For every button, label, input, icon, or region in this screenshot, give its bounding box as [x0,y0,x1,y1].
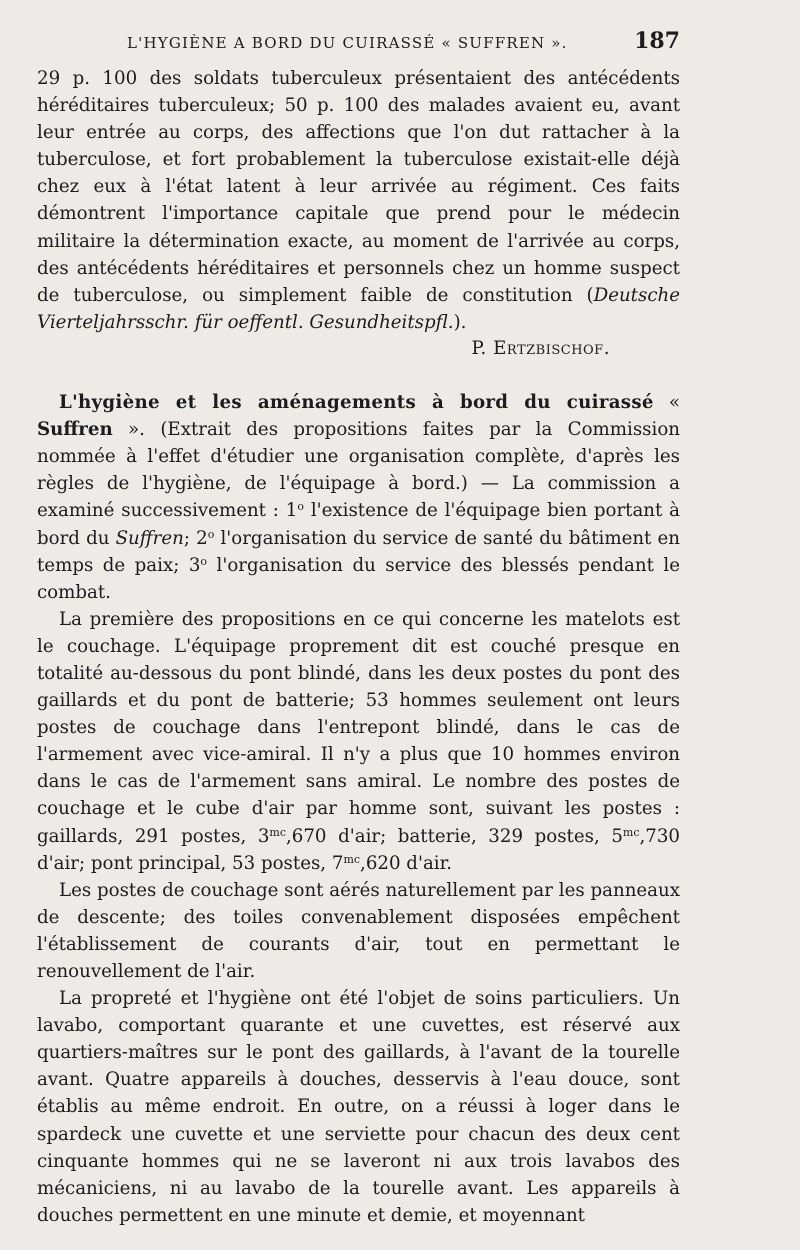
ordinal-1: o [297,500,304,514]
article-paragraph [37,389,680,606]
article-part2: l'existence de l'équipage bien portant à bord du [37,500,681,549]
article-title: L'hygiène et les aménagements à bord du cuirassé [59,392,654,414]
intro-paragraph [37,65,680,336]
intro-closing: ). [453,311,467,333]
author-signature: P. Ertzbischof. [471,337,610,359]
article-part4: l'organisation du service de santé du bâtiment en temps de paix; 3 [37,527,680,576]
unit-mc-2: mc [622,825,640,839]
ordinal-3: o [200,554,208,568]
running-title: L'HYGIÈNE A BORD DU CUIRASSÉ « SUFFREN ». [127,34,568,52]
aeration-paragraph: Les postes de couchage sont aérés naturellement par les panneaux de descente; des toiles convenablement disposées empêchent l'établissement de courants d'air, tout en permettant le renouvellement de l'air. [37,879,680,982]
source-citation: Deutsche Vierteljahrsschr. für oeffentl. Gesundheitspfl. [37,284,680,333]
unit-mc-3: mc [343,852,361,866]
intro-text: 29 p. 100 des soldats tuberculeux présentaient des antécédents héréditaires tuberculeux; 50 p. 100 des malades avaient eu, avant leur entrée au corps, des affections que l'on dut rattacher à la tuberculose, et fort probablement la tuberculose existait-elle déjà chez eux à l'état latent à leur arrivée au régiment. Ces faits démontrent l'importance capitale que prend pour le médecin militaire la détermination exacte, au moment de l'arrivée au corps, des antécédents héréditaires et personnels chez un homme suspect de tuberculose, ou simplement faible de constitution ( [37,68,680,306]
couchage-text-2: ,670 d'air; batterie, 329 postes, 5 [286,825,623,847]
article-part5: l'organisation du service des blessés pendant le combat. [37,554,680,603]
page-number: 187 [634,28,680,54]
proprete-paragraph: La propreté et l'hygiène ont été l'objet de soins particuliers. Un lavabo, comportant quarante et une cuvettes, est réservé aux quartiers-maîtres sur le pont des gaillards, à l'avant de la tourelle avant. Quatre appareils à douches, desservis à l'eau douce, sont établis au même endroit. En outre, on a réussi à loger dans le spardeck une cuvette et une serviette pour chacun des deux cent cinquante hommes qui ne se laveront ni aux trois lavabos des mécaniciens, ni au lavabo de la tourelle avant. Les appareils à douches permettent en une minute et demie, et moyennant [37,988,680,1226]
couchage-text-1: La première des propositions en ce qui concerne les matelots est le couchage. L'équipage proprement dit est couché presque en totalité au-dessous du pont blindé, dans les deux postes du pont des gaillards et du pont de batterie; 53 hommes seulement ont leurs postes de couchage dans l'entrepont blindé, dans le cas de l'armement avec vice-amiral. Il n'y a plus que 10 hommes environ dans le cas de l'armement sans amiral. Le nombre des postes de couchage et le cube d'air par homme sont, suivant les postes : gaillards, 291 postes, 3 [37,608,680,847]
body-text [37,65,680,1229]
unit-mc-1: mc [269,825,286,839]
couchage-paragraph [37,606,680,877]
ordinal-2: o [207,527,215,541]
running-header [0,28,800,62]
ship-name-italic: Suffren [115,527,184,549]
ship-name: Suffren [37,419,113,441]
open-quote: « [668,392,680,414]
article-lead: ». (Extrait des propositions faites par la Commission nommée à l'effet d'étudier une organisation complète, d'après les règles de l'hygiène, de l'équipage à bord.) — La commission a examiné successivement : 1 [37,419,680,522]
couchage-text-3: ,730 d'air; pont principal, 53 postes, 7 [37,825,680,874]
couchage-text-4: ,620 d'air. [360,852,453,874]
article-part3: ; 2 [183,527,208,549]
